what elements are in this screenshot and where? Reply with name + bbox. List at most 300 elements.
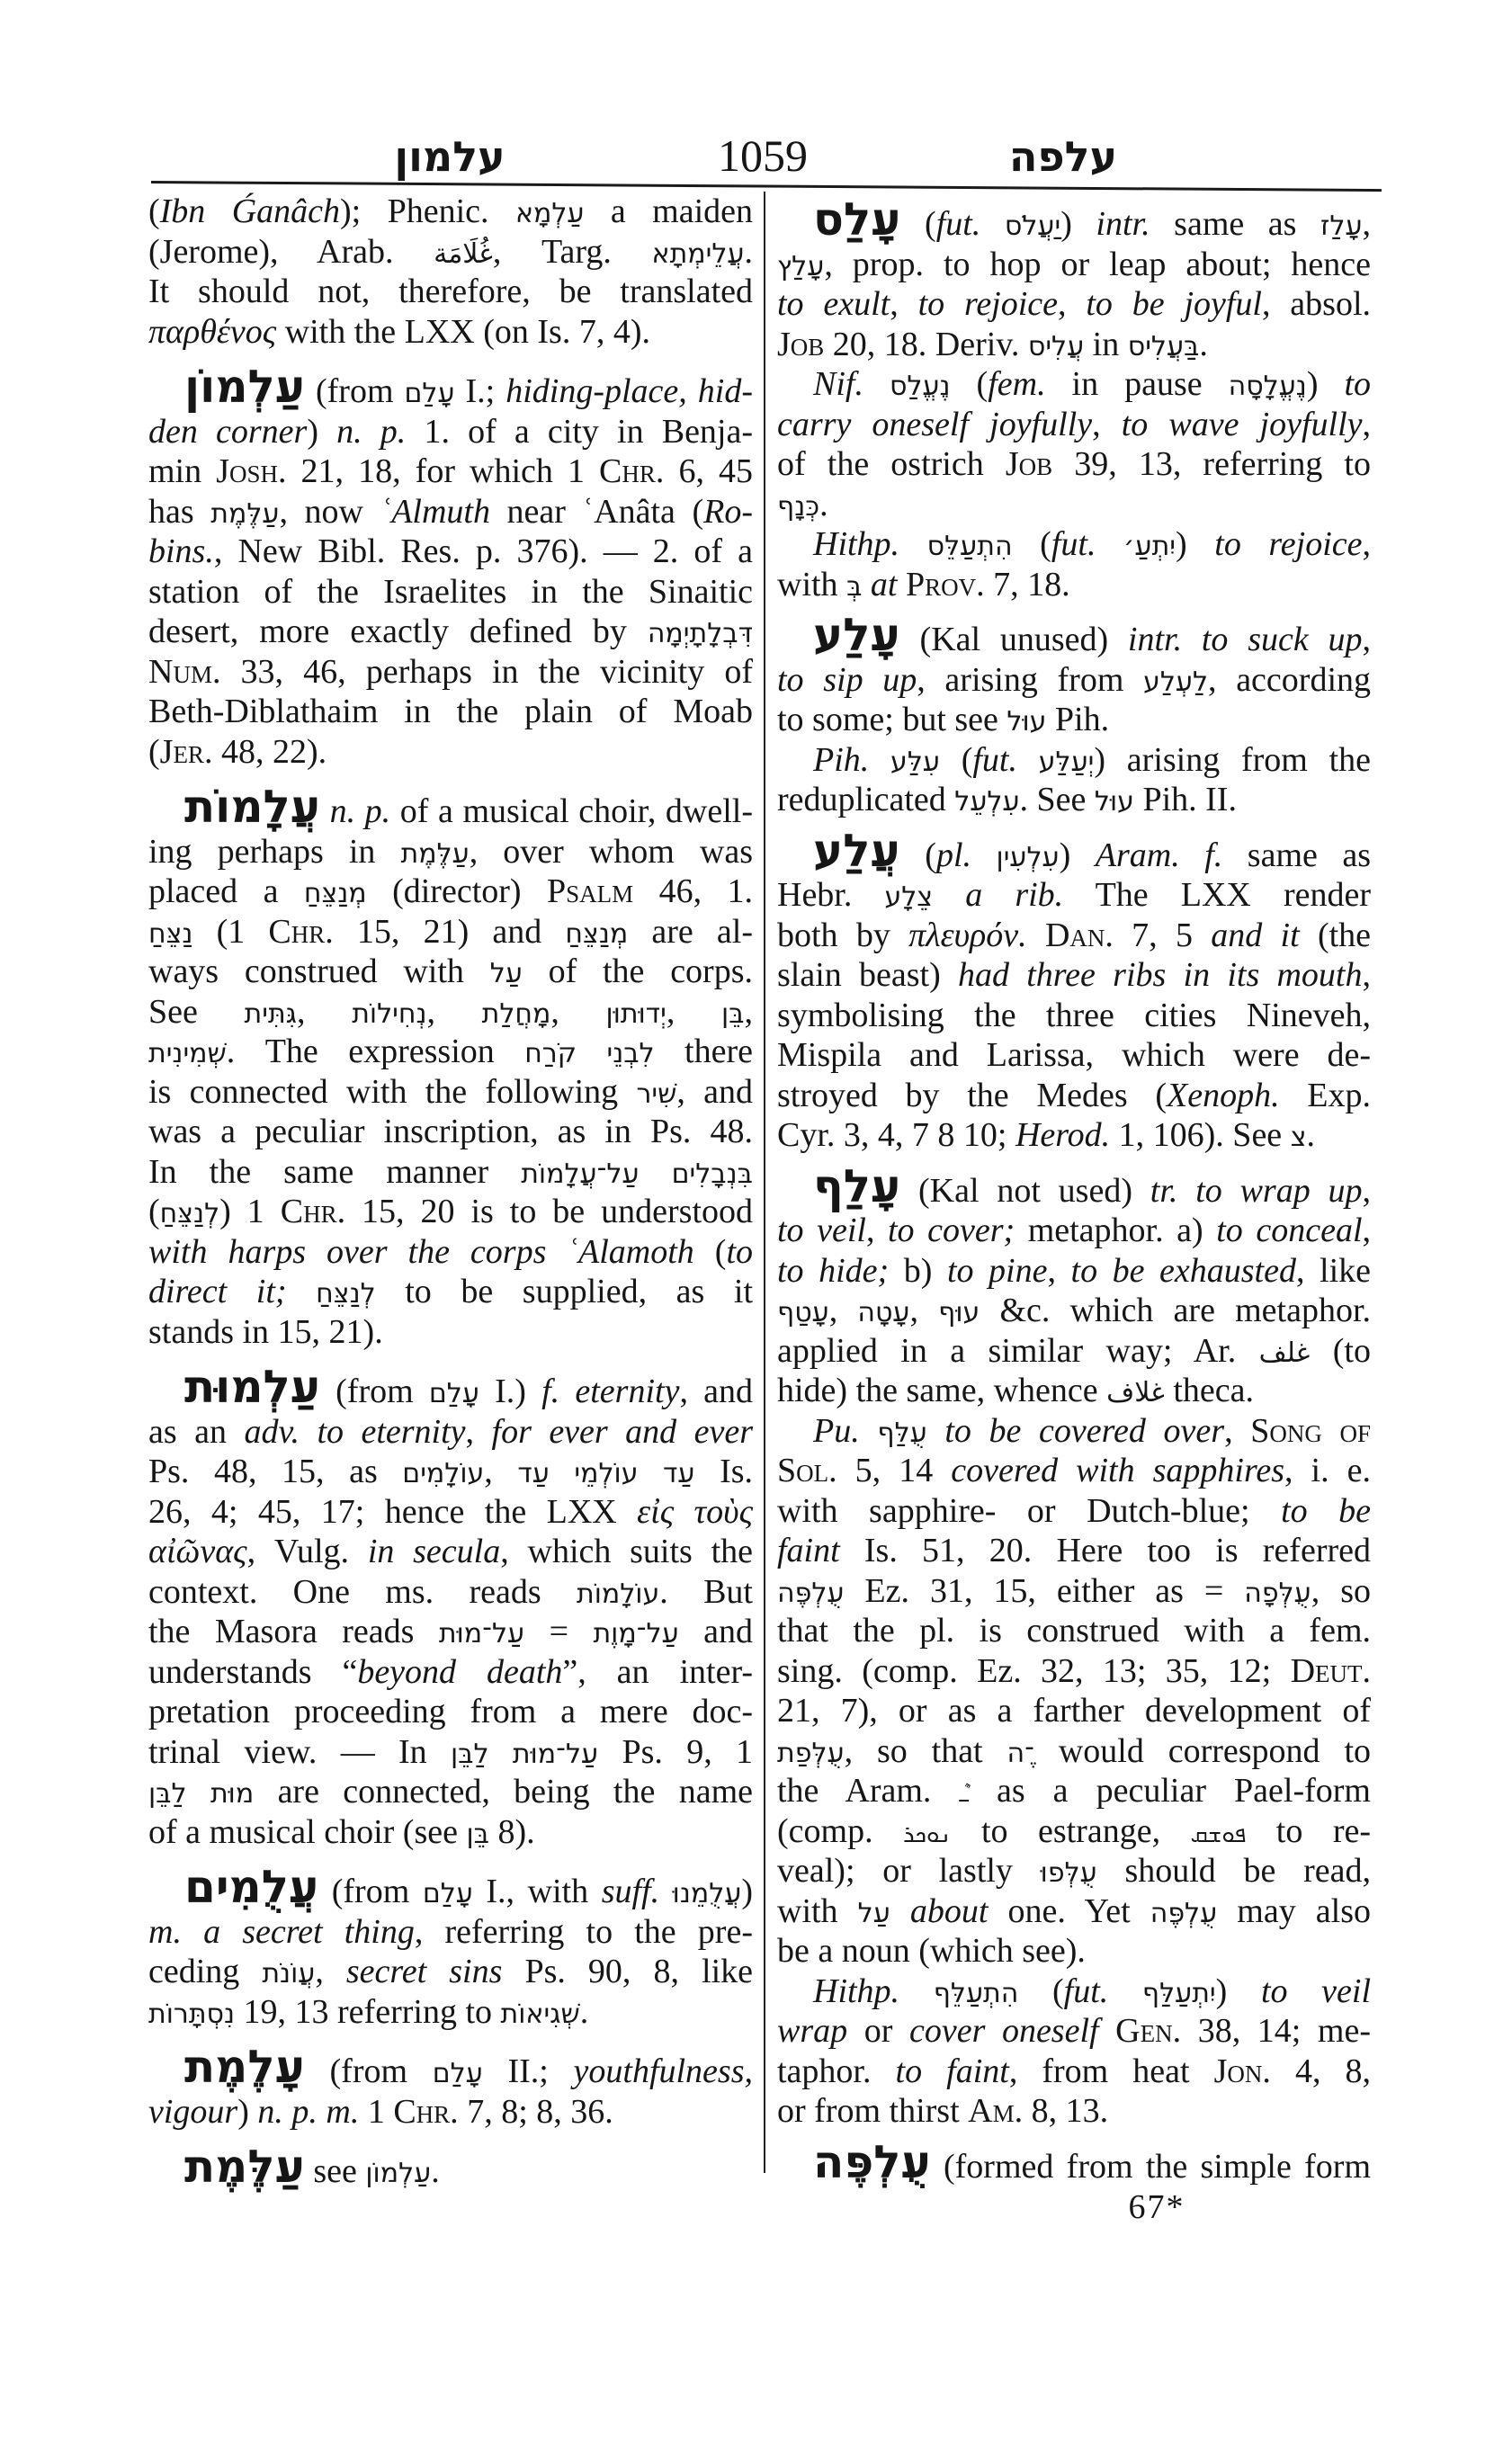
text-run: (Kal not used): [900, 1171, 1150, 1210]
text-line: [777, 1891, 1371, 1932]
text-line: [777, 1651, 1371, 1692]
italic-text: fut.: [1063, 1972, 1109, 2010]
greek-word: αἰῶνας: [148, 1533, 247, 1570]
text-run: with sapphire- or Dutch-blue;: [777, 1491, 1282, 1530]
text-run: [897, 566, 906, 604]
text-line: [148, 692, 753, 732]
small-caps-reference: Dan.: [1044, 916, 1114, 954]
header-rule: [151, 181, 1382, 192]
text-line: [148, 1232, 753, 1273]
text-run: ,: [909, 1292, 939, 1329]
paragraph-first-line: [148, 361, 753, 413]
text-run: or: [847, 2012, 909, 2050]
text-run: I.;: [454, 372, 506, 410]
dictionary-entry: [148, 1361, 754, 1852]
text-run: 46, 1.: [633, 872, 754, 910]
italic-text: youthfulness,: [573, 2052, 753, 2090]
hebrew-word: עָלַם: [404, 378, 455, 409]
hebrew-word: עִלַּע: [890, 746, 940, 778]
text-run: ,: [828, 1292, 858, 1329]
headword: עֲלֻמִים: [184, 1861, 319, 1913]
text-line: [777, 1491, 1371, 1532]
hebrew-word: גִּתִּית: [244, 997, 298, 1030]
text-run: , absol.: [1261, 285, 1372, 323]
text-run: stroyed by the Medes (: [777, 1076, 1168, 1114]
text-run: &c. which are metaphor.: [980, 1292, 1371, 1329]
italic-text: secret sins: [345, 1953, 503, 1990]
text-run: ,: [1362, 1212, 1371, 1249]
text-run: [863, 365, 890, 403]
hebrew-word: עַל־מוּת לַבֵּן: [451, 1738, 599, 1770]
left-column: [148, 192, 753, 2192]
hebrew-word: נֶעֱלַס: [889, 371, 951, 402]
dictionary-entry: [148, 2041, 753, 2132]
hebrew-word: עָטַף: [777, 1297, 829, 1328]
text-run: , prop. to hop or leap about; hence: [824, 245, 1371, 283]
text-run: . The expression: [226, 1033, 525, 1070]
text-run: same as: [1222, 836, 1372, 874]
text-run: in: [1084, 325, 1128, 363]
hebrew-word: עוּף: [938, 1297, 980, 1328]
hebrew-word: עֻלְּפוּ: [1040, 1857, 1097, 1889]
text-run: sing. (comp. Ez. 32, 13; 35, 12;: [777, 1651, 1291, 1690]
text-run: (Jerome), Arab.: [148, 232, 434, 271]
italic-text: pl.: [935, 836, 972, 874]
text-run: , arising from: [917, 660, 1144, 699]
text-line: [777, 1211, 1371, 1251]
dictionary-entry: [148, 1861, 754, 2032]
text-run: 48, 22).: [212, 732, 327, 771]
text-run: 15, 21) and: [333, 912, 566, 951]
small-caps-reference: Sol.: [777, 1452, 837, 1489]
text-run: ceding: [148, 1953, 263, 1990]
text-line: [777, 780, 1371, 820]
text-run: ): [237, 2092, 258, 2131]
text-line: [777, 2011, 1371, 2052]
text-line: [148, 492, 753, 532]
hebrew-word: עֲלֵימְתָא: [651, 237, 745, 270]
small-caps-reference: Psalm: [547, 872, 634, 910]
text-line: [148, 1992, 753, 2033]
italic-text: ʿAlmuth: [380, 492, 490, 531]
italic-text: to wave joyfully: [1121, 405, 1363, 443]
text-run: Is. 51, 20. Here too is referred: [839, 1532, 1371, 1569]
text-run: .: [744, 232, 753, 271]
text-line: [777, 1731, 1371, 1772]
text-run: [1017, 741, 1039, 779]
hebrew-word: עִלְעֵל: [954, 786, 1020, 818]
hebrew-word: לִבְנֵי קֹרַח: [524, 1038, 655, 1069]
text-run: It should not, therefore, be translated: [148, 273, 753, 310]
small-caps-reference: Num.: [148, 652, 221, 691]
greek-word: παρθένος: [148, 312, 277, 351]
small-caps-reference: Jon.: [1213, 2052, 1271, 2090]
text-line: [148, 1532, 753, 1572]
text-run: or from thirst: [777, 2092, 969, 2130]
hebrew-word: הִתְעַלֵּס: [926, 531, 1013, 562]
text-line: [777, 996, 1371, 1036]
italic-text: to pine: [946, 1251, 1048, 1290]
text-run: a maiden: [584, 192, 753, 230]
dictionary-entry: [148, 2141, 753, 2193]
text-run: , now: [279, 492, 380, 531]
text-run: .: [1199, 325, 1208, 363]
italic-text: direct it;: [148, 1273, 287, 1310]
dictionary-entry: [148, 361, 754, 772]
hebrew-word: בֵּן: [721, 997, 745, 1030]
text-run: ): [1060, 205, 1096, 243]
text-line: [148, 1072, 753, 1113]
text-run: [659, 1873, 673, 1910]
italic-text: to cover;: [888, 1212, 1015, 1249]
text-run: (: [900, 205, 936, 243]
text-run: same as: [1150, 205, 1321, 243]
text-line: [148, 1412, 753, 1453]
headword: עֲלַע: [813, 824, 900, 877]
text-run: I., with: [472, 1873, 602, 1910]
text-run: Ps. 90, 8, like: [502, 1953, 754, 1990]
left-guide-word: עלמון: [394, 132, 505, 181]
text-run: , according: [1208, 660, 1371, 699]
text-line: [148, 1272, 753, 1312]
paragraph-first-line: [148, 1361, 753, 1413]
italic-text: covered with sapphires: [951, 1452, 1284, 1489]
italic-text: Aram. f.: [1095, 836, 1223, 874]
text-run: ,: [1092, 405, 1122, 443]
italic-text: Herod.: [1015, 1116, 1111, 1154]
text-run: 7, 8; 8, 36.: [458, 2092, 613, 2131]
italic-text: beyond death: [357, 1652, 563, 1691]
hebrew-word: ־ֶה: [1007, 1737, 1034, 1769]
italic-text: n. p.: [329, 792, 391, 830]
hebrew-word: עַלֶּמֶת: [210, 497, 280, 530]
text-run: and: [678, 1613, 753, 1650]
text-run: theca.: [1164, 1372, 1254, 1409]
text-run: of the corps.: [522, 952, 753, 990]
text-run: both by: [777, 916, 909, 954]
text-run: in pause: [1045, 365, 1229, 403]
text-run: [869, 741, 890, 779]
text-run: should be read,: [1096, 1852, 1371, 1890]
italic-text: Pu.: [813, 1411, 860, 1450]
text-run: one. Yet: [988, 1891, 1150, 1930]
text-line: [777, 565, 1371, 605]
text-run: (: [1018, 1972, 1064, 2010]
text-run: ”, an inter-: [562, 1652, 753, 1691]
hebrew-word: נִסְתָּרוֹת: [148, 1998, 236, 2030]
text-run: 33, 46, perhaps in the vicinity of: [220, 652, 753, 691]
text-run: [899, 525, 927, 563]
text-line: [148, 652, 753, 693]
headword: עָלַס: [813, 193, 901, 246]
text-run: , New Bibl. Res. p. 376). — 2. of a: [213, 532, 753, 570]
text-run: .: [1306, 1116, 1315, 1154]
text-run: to re-: [1246, 1811, 1372, 1850]
text-run: ): [1176, 525, 1215, 563]
text-line: [148, 1112, 753, 1152]
text-run: . See: [1019, 781, 1095, 818]
hebrew-word: עָלַץ: [777, 250, 825, 282]
text-run: (: [148, 192, 160, 230]
hebrew-word: שִׁיר: [636, 1077, 677, 1110]
hebrew-word: עֻלְּפָה: [1244, 1577, 1311, 1609]
small-caps-reference: Chr.: [393, 2092, 459, 2131]
text-line: [777, 1115, 1371, 1156]
headword: עָלֶמֶת: [184, 2041, 305, 2093]
text-run: Hebr.: [777, 876, 885, 914]
text-run: In the same manner: [148, 1152, 522, 1191]
hebrew-word: נֶעֱלָסָה: [1228, 371, 1307, 402]
italic-text: to rejoice: [1214, 525, 1363, 563]
italic-text: to: [1344, 365, 1372, 403]
hebrew-word: עָלַם: [422, 1878, 473, 1909]
text-run: [1099, 2012, 1116, 2050]
right-column: [777, 193, 1372, 2188]
text-run: (: [899, 836, 936, 874]
text-run: be a noun (which see).: [777, 1932, 1086, 1970]
paragraph-first-line: [148, 2041, 753, 2093]
text-run: (: [693, 1232, 727, 1271]
hebrew-word: לַעְלַע: [1143, 666, 1209, 698]
paragraph-first-line: [777, 2135, 1371, 2188]
text-run: (: [1012, 525, 1051, 563]
paragraph-first-line: [777, 609, 1371, 661]
italic-text: cover oneself: [908, 2012, 1099, 2050]
text-run: , so: [1311, 1571, 1371, 1610]
text-run: (the: [1299, 916, 1372, 954]
hebrew-word: הִתְעַלֵּף: [933, 1977, 1019, 2009]
text-run: [927, 1412, 945, 1450]
text-line: [148, 1152, 753, 1193]
paragraph-first-line: [148, 2141, 753, 2193]
italic-text: a rib.: [965, 876, 1064, 914]
text-run: (1: [192, 912, 269, 951]
small-caps-reference: Song of: [1250, 1411, 1372, 1450]
paragraph-first-line: [777, 824, 1372, 877]
dictionary-entry: [777, 1159, 1372, 2132]
italic-text: to faint: [895, 2052, 1009, 2090]
italic-text: to sip up: [777, 660, 917, 699]
hebrew-word: יִתְעַלַּף: [1141, 1977, 1216, 2009]
text-line: [148, 1652, 753, 1693]
text-run: , Vulg.: [246, 1533, 368, 1570]
headword: עַלְמוּת: [184, 1361, 320, 1413]
text-run: 6, 45: [664, 452, 754, 490]
italic-text: bins.: [148, 532, 214, 570]
text-run: ways construed with: [148, 952, 490, 990]
text-line: [148, 912, 753, 952]
dictionary-entry: [777, 824, 1372, 1156]
text-line: [148, 1692, 753, 1732]
dictionary-entry: [777, 193, 1372, 604]
italic-text: to: [726, 1232, 754, 1271]
text-run: 5, 14: [837, 1452, 952, 1489]
column-divider: [764, 192, 765, 2173]
headword: עֲלָמוֹת: [184, 781, 320, 833]
text-run: taphor.: [777, 2052, 896, 2090]
hebrew-word: שְׁגִיאוֹת: [500, 1998, 580, 2030]
hebrew-word: עוּל: [1094, 786, 1134, 818]
text-run: [971, 836, 997, 874]
italic-text: with harps over the corps ʿAlamoth: [148, 1232, 694, 1271]
right-guide-word: עלפה: [1008, 132, 1118, 181]
text-run: with: [777, 565, 847, 604]
text-run: understands “: [148, 1652, 358, 1691]
hebrew-word: עָלַם: [428, 1378, 479, 1409]
text-run: [287, 1273, 317, 1310]
text-run: are al-: [628, 912, 753, 951]
text-run: (: [148, 732, 160, 771]
small-caps-reference: Prov.: [905, 565, 985, 604]
italic-text: intr.: [1096, 205, 1150, 243]
text-run: metaphor. a): [1015, 1212, 1217, 1249]
dictionary-entry: [777, 2135, 1371, 2188]
text-run: the Masora reads: [148, 1613, 439, 1650]
hebrew-word: לְנַצֵּחַ: [159, 1198, 220, 1229]
text-line: [777, 2091, 1371, 2132]
text-line: [777, 245, 1371, 285]
small-caps-reference: Chr.: [599, 452, 665, 490]
text-line: [777, 1571, 1371, 1612]
text-run: is connected with the following: [148, 1072, 637, 1111]
italic-text: fut.: [972, 740, 1017, 779]
text-run: .: [431, 2152, 440, 2190]
hebrew-word: יִתְעַ׳: [1123, 531, 1176, 562]
italic-text: to be joyful: [1086, 285, 1262, 323]
text-run: , like: [1295, 1251, 1372, 1290]
text-line: [148, 952, 753, 992]
hebrew-word: יְעַלַּע: [1038, 746, 1095, 778]
text-run: Pih. II.: [1133, 781, 1237, 818]
text-run: there: [654, 1033, 753, 1070]
text-run: ,: [426, 992, 482, 1031]
text-run: veal); or lastly: [777, 1852, 1041, 1890]
text-run: (Kal unused): [899, 621, 1128, 658]
text-run: , from heat: [1008, 2052, 1214, 2090]
text-run: Ps. 48, 15, as: [148, 1453, 403, 1490]
italic-text: to be exhausted: [1070, 1251, 1296, 1290]
hebrew-word: בִּנְבָלִים עַל־עֲלָמוֹת: [521, 1158, 753, 1190]
text-run: to some; but see: [777, 701, 1007, 738]
italic-text: wrap: [777, 2012, 848, 2050]
paragraph-first-line: [148, 1861, 753, 1913]
italic-text: carry oneself joyfully: [777, 405, 1093, 443]
text-run: , so that: [844, 1731, 1007, 1770]
text-run: 1, 106). See: [1110, 1116, 1291, 1154]
italic-text: den corner: [148, 412, 308, 451]
dictionary-entry: [148, 781, 754, 1352]
hebrew-word: עַלְמָא: [514, 198, 585, 229]
text-run: 39, 13, referring to: [1052, 445, 1371, 483]
hebrew-word: עָטָה: [857, 1297, 910, 1328]
hebrew-word: עֻלְפֶּה: [777, 1577, 845, 1609]
text-line: [777, 955, 1371, 996]
italic-text: adv. to eternity: [244, 1412, 466, 1451]
text-line: [777, 1251, 1371, 1292]
italic-text: to veil: [777, 1212, 866, 1249]
text-run: of the ostrich: [777, 445, 1006, 483]
small-caps-reference: Jer.: [159, 732, 213, 771]
hebrew-word: עֲלִיס: [1027, 330, 1085, 362]
text-run: 8).: [489, 1812, 535, 1851]
hebrew-word: עַל: [489, 958, 523, 989]
text-run: stands in 15, 21).: [148, 1312, 383, 1351]
small-caps-reference: Job: [1005, 445, 1053, 483]
text-run: ): [307, 412, 337, 451]
text-run: 26, 4; 45, 17; hence the LXX: [148, 1492, 638, 1531]
text-run: , Targ.: [492, 232, 652, 271]
text-run: I.): [479, 1373, 542, 1410]
italic-text: in secula: [367, 1533, 501, 1570]
text-run: 20, 18. Deriv.: [824, 325, 1028, 363]
text-run: ,: [1362, 405, 1371, 443]
italic-text: vigour: [148, 2092, 238, 2131]
small-caps-reference: Josh.: [216, 452, 287, 490]
text-line: [148, 1492, 753, 1533]
paragraph-first-line: [777, 740, 1371, 781]
italic-text: for ever and ever: [491, 1412, 754, 1451]
text-run: ,: [465, 1412, 492, 1451]
text-run: (from: [304, 2052, 433, 2090]
text-run: ): [1306, 365, 1345, 403]
text-line: [148, 1572, 753, 1613]
text-run: has: [148, 492, 211, 531]
text-line: [148, 1312, 753, 1353]
italic-text: intr. to suck up: [1127, 621, 1363, 658]
text-run: Exp.: [1279, 1076, 1371, 1114]
text-run: , and: [676, 1072, 753, 1111]
text-run: (from: [318, 1873, 423, 1910]
text-run: ,: [1362, 956, 1371, 994]
text-run: would correspond to: [1033, 1731, 1371, 1770]
small-caps-reference: Chr.: [268, 912, 334, 951]
italic-text: at: [870, 565, 898, 604]
text-run: b): [889, 1251, 947, 1290]
text-run: as a peculiar Pael-form: [968, 1772, 1371, 1810]
text-run: , over whom was: [469, 832, 753, 871]
text-run: [860, 1412, 878, 1450]
text-line: [148, 992, 753, 1033]
text-run: 7, 18.: [984, 565, 1070, 604]
headword: עַלְמוֹן: [184, 361, 305, 413]
text-run: , which suits the: [500, 1533, 754, 1570]
text-run: (: [950, 365, 989, 403]
text-run: context. One ms. reads: [148, 1572, 577, 1611]
hebrew-word: עֲלֻמֵנוּ: [672, 1878, 742, 1909]
italic-text: m. a secret thing: [148, 1912, 415, 1951]
italic-text: to hide;: [777, 1251, 890, 1290]
text-run: 21, 7), or as a farther development of: [777, 1692, 1371, 1730]
text-line: [777, 660, 1371, 701]
text-run: ,: [1058, 285, 1087, 323]
text-line: [777, 405, 1371, 445]
text-run: are connected, being the name: [254, 1773, 753, 1811]
text-line: [148, 1772, 753, 1812]
text-run: 1. of a city in Benja-: [406, 412, 754, 451]
text-run: ,: [666, 992, 721, 1031]
hebrew-word: עַד עוֹלְמֵי עַד: [517, 1458, 695, 1489]
text-run: ) 1: [219, 1193, 281, 1230]
italic-text: to exult: [777, 285, 890, 323]
text-run: slain beast): [777, 956, 958, 994]
text-line: [777, 1931, 1371, 1972]
text-run: [980, 205, 1005, 243]
paragraph-first-line: [777, 193, 1372, 246]
text-run: ,: [865, 1212, 888, 1249]
hebrew-word: מְנַצֵּחַ: [565, 917, 629, 950]
hebrew-word: כְּנָף: [777, 490, 820, 523]
text-run: ,: [484, 1453, 518, 1490]
